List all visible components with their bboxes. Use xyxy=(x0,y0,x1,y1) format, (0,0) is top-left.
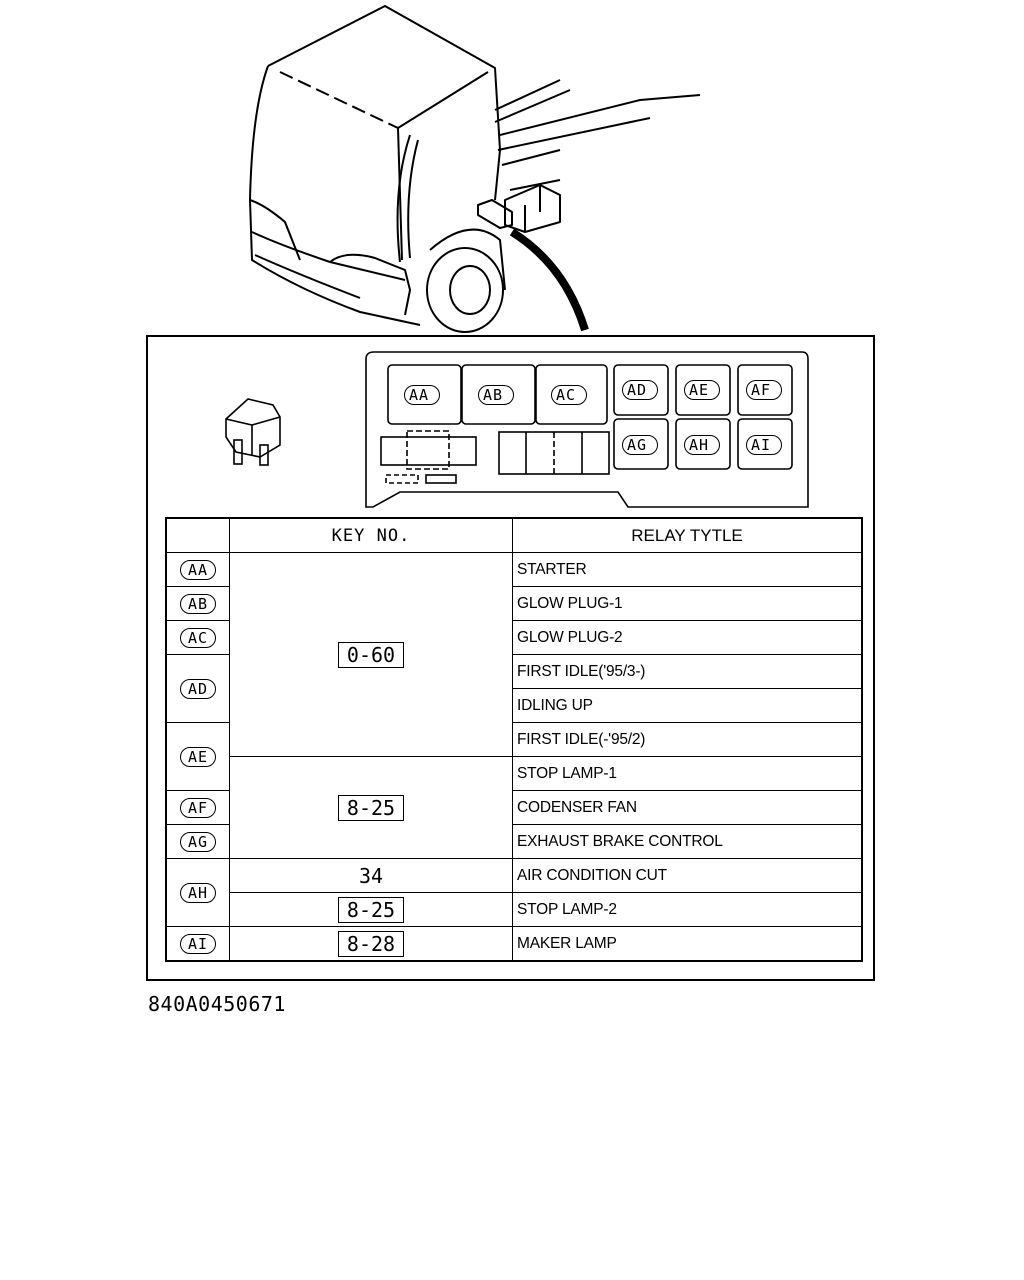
table-row xyxy=(166,927,862,962)
key-cell: 8-28 xyxy=(230,927,513,962)
relay-table xyxy=(165,517,863,962)
code-cell: AE xyxy=(166,723,230,791)
relay-icon xyxy=(226,399,280,465)
table-header-row xyxy=(166,518,862,553)
relay-type-cell: MAKER LAMP xyxy=(513,927,863,962)
table-row xyxy=(166,553,862,587)
slot-label-af: AF xyxy=(746,380,782,400)
slot-label-ah: AH xyxy=(684,435,720,455)
header-relay-type: RELAY TYTLE xyxy=(513,518,863,553)
truck-illustration xyxy=(0,0,1024,340)
slot-label-aa: AA xyxy=(404,385,440,405)
key-cell: 0-60 xyxy=(230,553,513,757)
relay-box-layout xyxy=(148,337,877,517)
key-cell: 34 xyxy=(230,859,513,893)
relay-type-cell: CODENSER FAN xyxy=(513,791,863,825)
slot-label-ag: AG xyxy=(622,435,658,455)
document-number: 840A0450671 xyxy=(148,992,286,1016)
header-key-no: KEY NO. xyxy=(230,518,513,553)
key-cell: 8-25 xyxy=(230,893,513,927)
code-cell: AD xyxy=(166,655,230,723)
code-cell: AI xyxy=(166,927,230,962)
code-cell: AH xyxy=(166,859,230,927)
relay-type-cell: STOP LAMP-2 xyxy=(513,893,863,927)
slot-label-ab: AB xyxy=(478,385,514,405)
relay-type-cell: FIRST IDLE(-'95/2) xyxy=(513,723,863,757)
code-cell: AG xyxy=(166,825,230,859)
table-row xyxy=(166,757,862,791)
key-cell: 8-25 xyxy=(230,757,513,859)
table-row xyxy=(166,859,862,893)
slot-label-ae: AE xyxy=(684,380,720,400)
relay-type-cell: AIR CONDITION CUT xyxy=(513,859,863,893)
slot-label-ai: AI xyxy=(746,435,782,455)
relay-type-cell: GLOW PLUG-1 xyxy=(513,587,863,621)
code-cell: AA xyxy=(166,553,230,587)
relay-type-cell: IDLING UP xyxy=(513,689,863,723)
slot-label-ad: AD xyxy=(622,380,658,400)
header-blank xyxy=(166,518,230,553)
relay-type-cell: EXHAUST BRAKE CONTROL xyxy=(513,825,863,859)
code-cell: AB xyxy=(166,587,230,621)
table-row xyxy=(166,893,862,927)
relay-diagram-panel xyxy=(146,335,875,981)
code-cell: AC xyxy=(166,621,230,655)
relay-type-cell: STARTER xyxy=(513,553,863,587)
relay-type-cell: FIRST IDLE('95/3-) xyxy=(513,655,863,689)
code-cell: AF xyxy=(166,791,230,825)
slot-label-ac: AC xyxy=(551,385,587,405)
relay-type-cell: GLOW PLUG-2 xyxy=(513,621,863,655)
relay-type-cell: STOP LAMP-1 xyxy=(513,757,863,791)
